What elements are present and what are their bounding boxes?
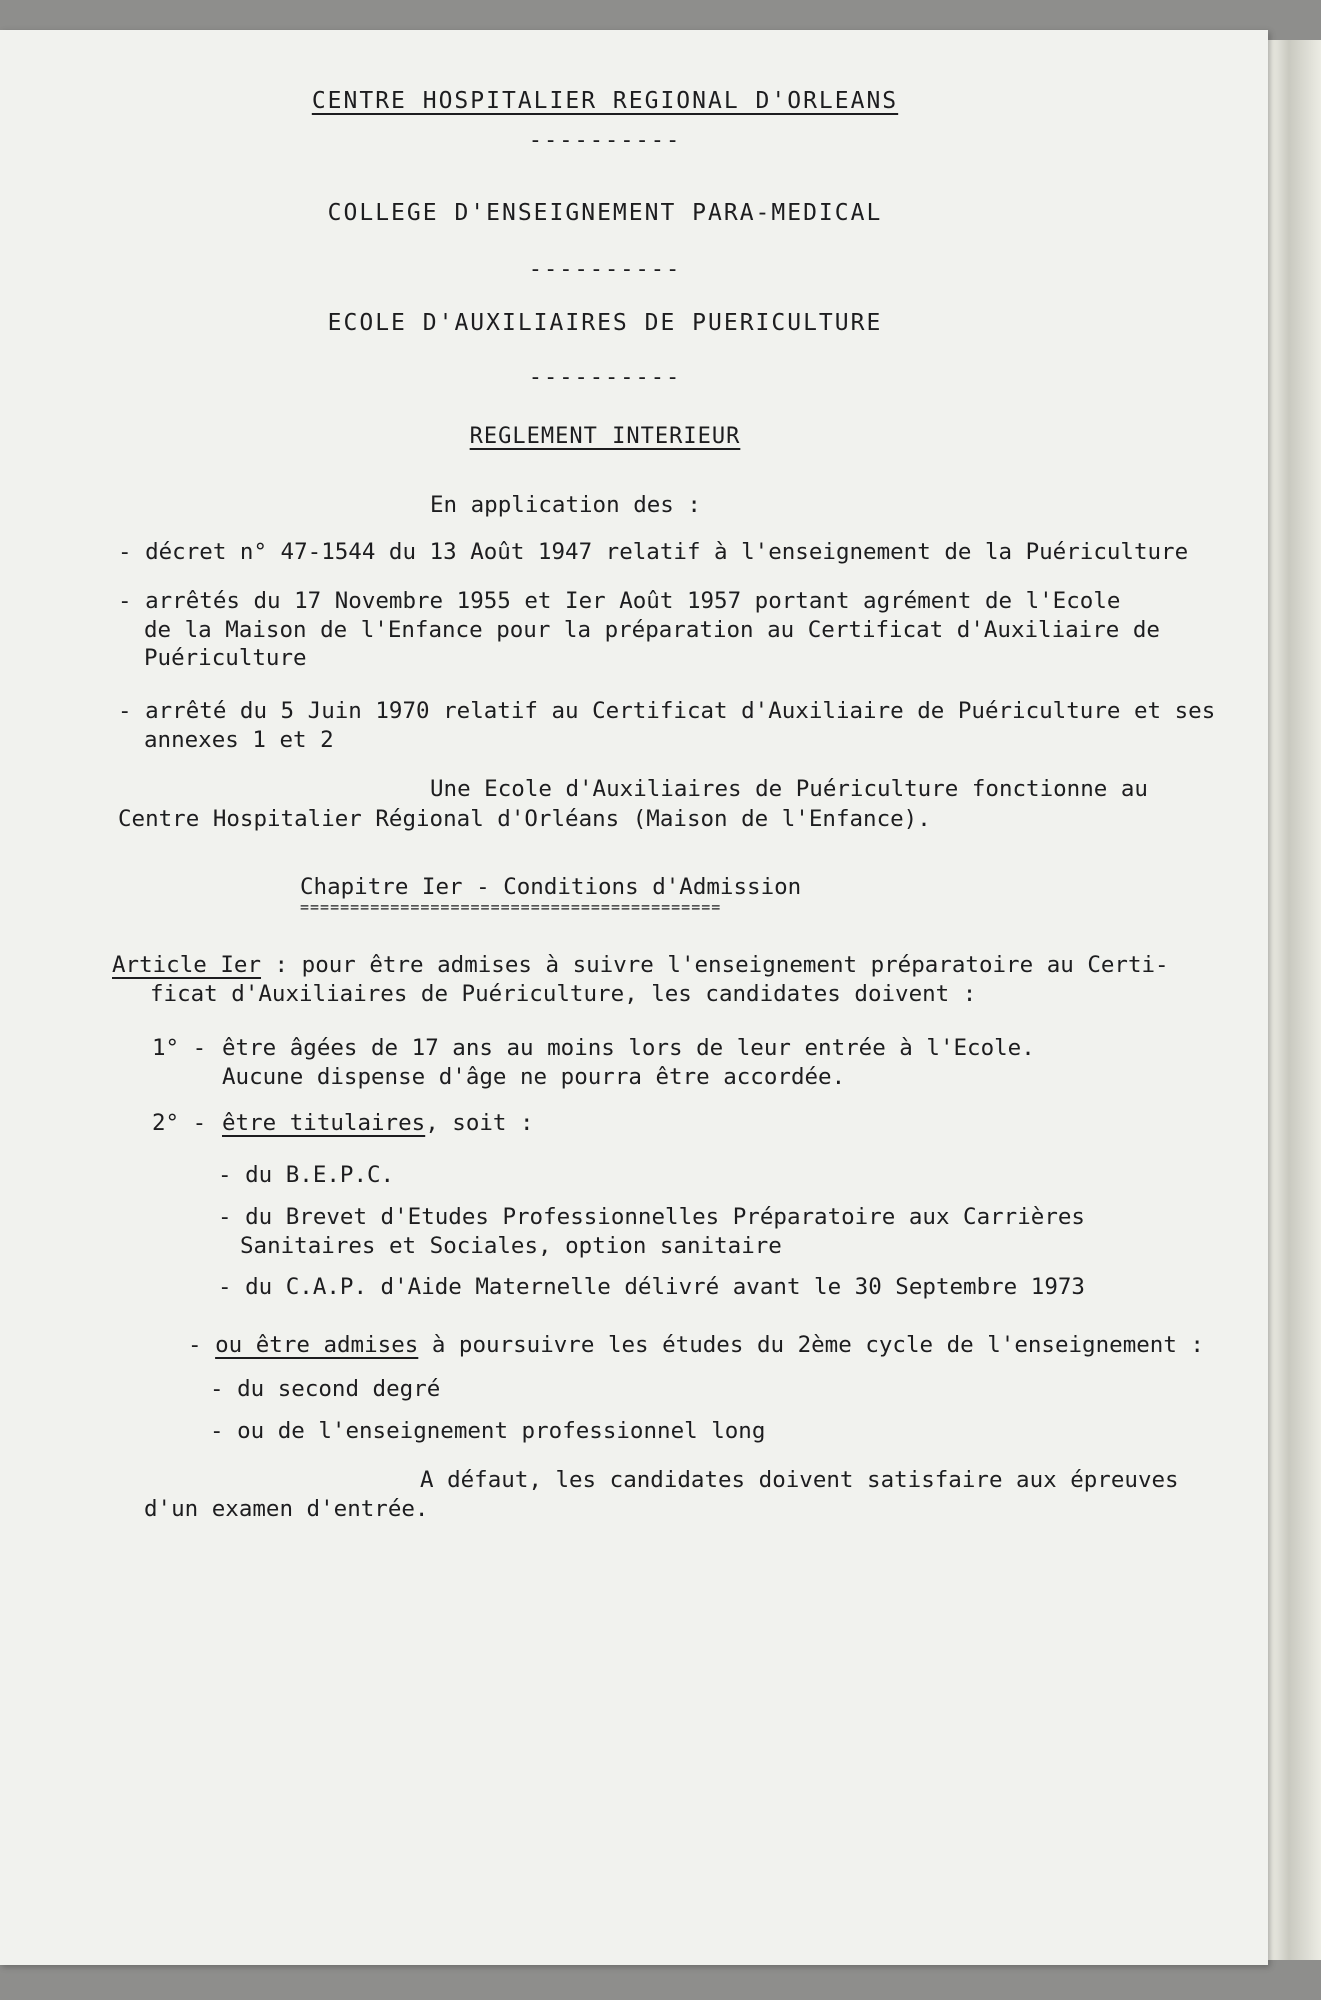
- header-separator-2: ----------: [528, 257, 682, 282]
- preamble-item-2-cont: de la Maison de l'Enfance pour la préparation au Certificat d'Auxiliaire de: [144, 617, 1160, 643]
- statement-line-2: Centre Hospitalier Régional d'Orléans (Maison de l'Enfance).: [118, 806, 931, 832]
- fallback-line-1: A défaut, les candidates doivent satisfaire aux épreuves: [420, 1467, 1179, 1493]
- document-title: REGLEMENT INTERIEUR: [469, 424, 741, 449]
- fallback-line-2: d'un examen d'entrée.: [144, 1496, 429, 1522]
- condition-1-number: 1° -: [152, 1035, 207, 1061]
- diploma-item: - du Brevet d'Etudes Professionnelles Préparatoire aux Carrières: [218, 1204, 1085, 1230]
- diploma-item-cont: Sanitaires et Sociales, option sanitaire: [240, 1233, 782, 1259]
- header-separator-1: ----------: [528, 128, 682, 153]
- preamble-intro: En application des :: [430, 492, 701, 518]
- chapter-double-rule: ==========================================: [300, 898, 722, 916]
- condition-1-text: être âgées de 17 ans au moins lors de leur entrée à l'Ecole.: [222, 1035, 1035, 1061]
- header-college: COLLEGE D'ENSEIGNEMENT PARA-MEDICAL: [327, 200, 883, 226]
- article-line-1: Article Ier : pour être admises à suivre l'enseignement préparatoire au Certi-: [112, 952, 1169, 978]
- condition-1-note: Aucune dispense d'âge ne pourra être accordée.: [222, 1064, 846, 1090]
- article-label: Article Ier: [112, 952, 262, 978]
- preamble-item-3: - arrêté du 5 Juin 1970 relatif au Certificat d'Auxiliaire de Puériculture et ses: [118, 698, 1216, 724]
- condition-2-number: 2° -: [152, 1110, 207, 1136]
- diploma-item: - du B.E.P.C.: [218, 1162, 395, 1188]
- alternative-item: - du second degré: [210, 1376, 441, 1402]
- preamble-item-2: - arrêtés du 17 Novembre 1955 et Ier Août 1957 portant agrément de l'Ecole: [118, 588, 1121, 614]
- document-page: [0, 30, 1268, 1965]
- preamble-item-3-cont: annexes 1 et 2: [144, 727, 334, 753]
- chapter-title: Chapitre Ier - Conditions d'Admission: [300, 874, 802, 900]
- header-hospital: CENTRE HOSPITALIER REGIONAL D'ORLEANS: [311, 88, 899, 114]
- alternative-item: - ou de l'enseignement professionnel long: [210, 1418, 766, 1444]
- preamble-item-1: - décret n° 47-1544 du 13 Août 1947 relatif à l'enseignement de la Puériculture: [118, 539, 1189, 565]
- condition-2-text: être titulaires, soit :: [222, 1110, 534, 1136]
- article-line-2: ficat d'Auxiliaires de Puériculture, les candidates doivent :: [150, 981, 977, 1007]
- diploma-item: - du C.A.P. d'Aide Maternelle délivré avant le 30 Septembre 1973: [218, 1274, 1085, 1300]
- preamble-item-2-cont: Puériculture: [144, 645, 307, 671]
- alternative-condition: - ou être admises à poursuivre les études du 2ème cycle de l'enseignement :: [188, 1332, 1204, 1358]
- header-school: ECOLE D'AUXILIAIRES DE PUERICULTURE: [327, 310, 883, 336]
- header-separator-3: ----------: [528, 365, 682, 390]
- statement-line-1: Une Ecole d'Auxiliaires de Puériculture fonctionne au: [430, 776, 1148, 802]
